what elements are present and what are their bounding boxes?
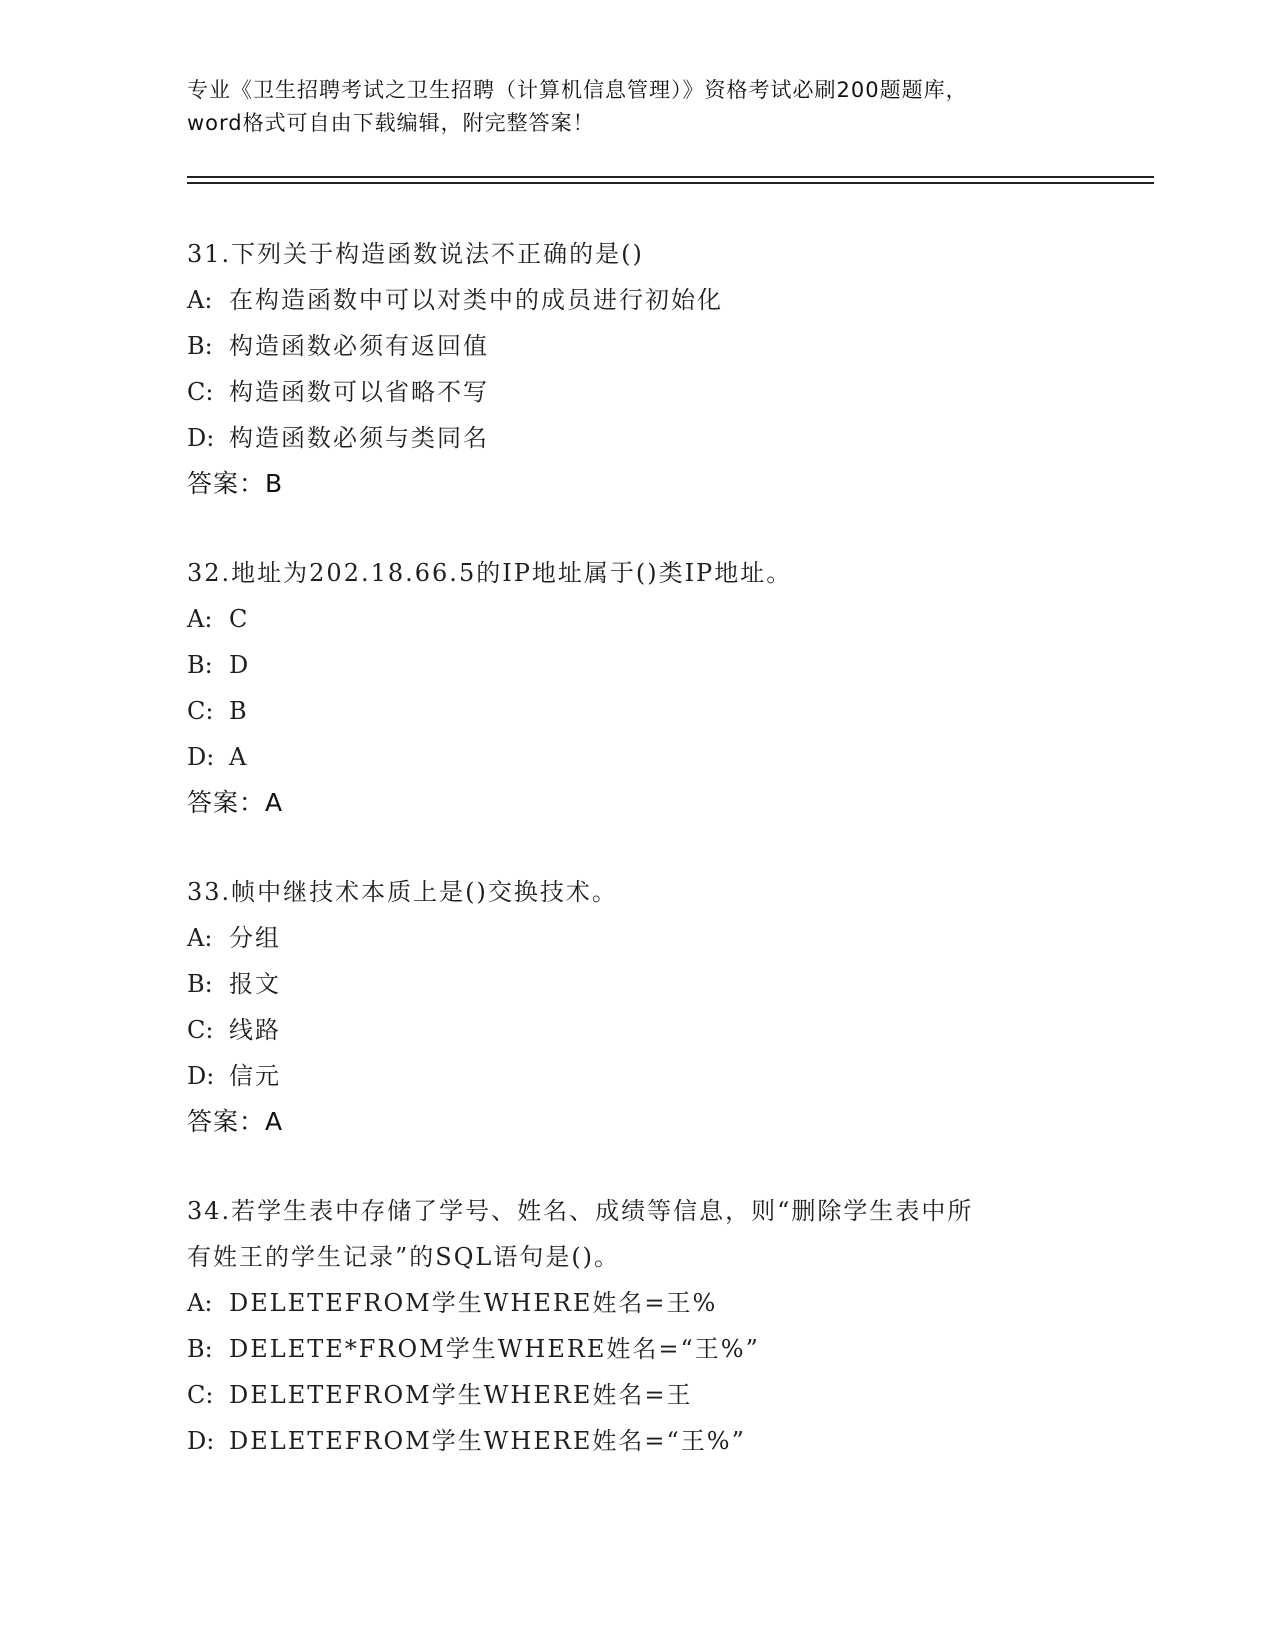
option-text: DELETE*FROM学生WHERE姓名=“王%” [229, 1335, 760, 1363]
option-a [187, 915, 1087, 961]
question-31 [187, 231, 1087, 507]
option-text: C [229, 605, 250, 633]
question-33 [187, 869, 1087, 1145]
header-line-2: word格式可自由下载编辑，附完整答案！ [187, 111, 595, 135]
option-a [187, 596, 1087, 642]
option-letter: B: [187, 970, 213, 998]
option-b [187, 642, 1087, 688]
option-letter: B: [187, 332, 213, 360]
option-text: A [229, 743, 249, 771]
option-d [187, 1053, 1087, 1099]
option-b [187, 1326, 1087, 1372]
option-text: DELETEFROM学生WHERE姓名=“王%” [229, 1427, 746, 1455]
option-d [187, 415, 1087, 461]
option-d [187, 1418, 1087, 1464]
option-letter: A: [187, 924, 213, 952]
option-text: 报文 [229, 970, 281, 998]
option-b [187, 323, 1087, 369]
question-stem: 31.下列关于构造函数说法不正确的是() [187, 240, 644, 268]
option-text: D [229, 651, 251, 679]
answer-label: 答案：A [187, 1107, 284, 1136]
option-text: 在构造函数中可以对类中的成员进行初始化 [229, 286, 723, 314]
option-letter: C: [187, 1016, 214, 1044]
option-text: 构造函数可以省略不写 [229, 378, 489, 406]
question-stem: 33.帧中继技术本质上是()交换技术。 [187, 878, 618, 906]
option-letter: B: [187, 651, 213, 679]
option-letter: C: [187, 378, 214, 406]
option-text: 构造函数必须有返回值 [229, 332, 489, 360]
answer-label: 答案：A [187, 788, 284, 817]
option-d [187, 734, 1087, 780]
option-text: 分组 [229, 924, 281, 952]
option-text: 线路 [229, 1016, 281, 1044]
question-stem: 32.地址为202.18.66.5的IP地址属于()类IP地址。 [187, 559, 793, 587]
question-stem-line-2: 有姓王的学生记录”的SQL语句是()。 [187, 1243, 621, 1271]
header-divider-bottom [187, 182, 1154, 184]
option-letter: D: [187, 1062, 215, 1090]
option-text: 信元 [229, 1062, 281, 1090]
option-letter: D: [187, 424, 215, 452]
header-line-1: 专业《卫生招聘考试之卫生招聘（计算机信息管理）》资格考试必刷200题题库， [187, 78, 968, 102]
question-34 [187, 1188, 1087, 1464]
option-c [187, 1372, 1087, 1418]
option-c [187, 369, 1087, 415]
option-letter: C: [187, 1381, 214, 1409]
option-letter: D: [187, 743, 215, 771]
option-text: DELETEFROM学生WHERE姓名=王 [229, 1381, 693, 1409]
option-letter: A: [187, 1289, 213, 1317]
question-stem-line-1: 34.若学生表中存储了学号、姓名、成绩等信息，则“删除学生表中所 [187, 1197, 974, 1225]
option-c [187, 1007, 1087, 1053]
option-letter: B: [187, 1335, 213, 1363]
option-b [187, 961, 1087, 1007]
option-letter: D: [187, 1427, 215, 1455]
option-text: 构造函数必须与类同名 [229, 424, 489, 452]
option-a [187, 277, 1087, 323]
header-divider-top [187, 176, 1154, 178]
option-a [187, 1280, 1087, 1326]
question-32 [187, 550, 1087, 826]
option-letter: A: [187, 286, 213, 314]
document-header [187, 74, 1087, 140]
option-letter: A: [187, 605, 213, 633]
option-text: DELETEFROM学生WHERE姓名=王% [229, 1289, 718, 1317]
answer-label: 答案：B [187, 469, 284, 498]
option-letter: C: [187, 697, 214, 725]
option-c [187, 688, 1087, 734]
option-text: B [229, 697, 249, 725]
